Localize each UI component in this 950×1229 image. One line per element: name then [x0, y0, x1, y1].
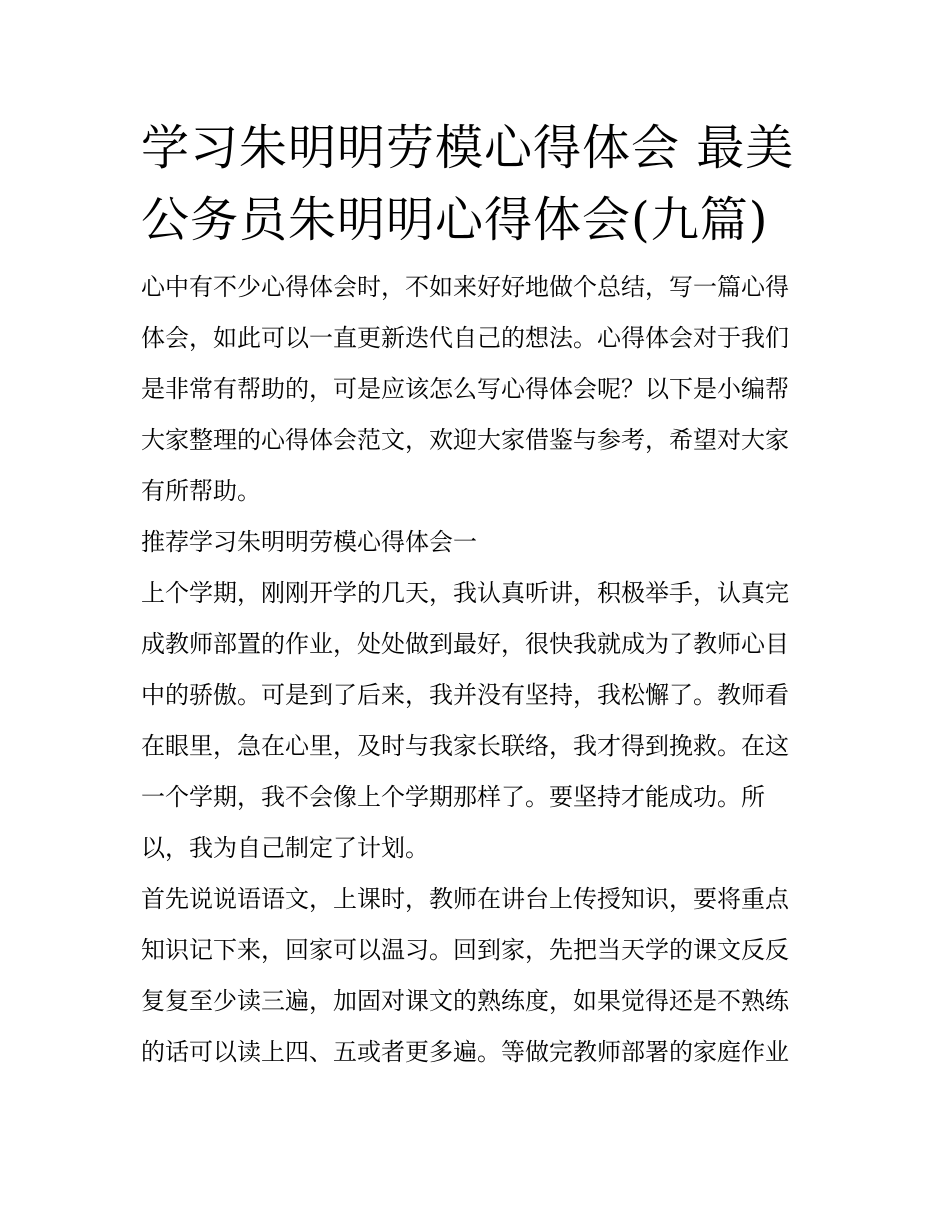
paragraph-line: 是非常有帮助的，可是应该怎么写心得体会呢？以下是小编帮	[141, 375, 789, 403]
paragraph-last-semester	[141, 576, 813, 865]
paragraph-line: 上个学期，刚刚开学的几天，我认真听讲，积极举手，认真完	[141, 579, 789, 607]
title-line-2: 公务员朱明明心得体会(九篇)	[141, 192, 769, 248]
paragraph-chinese-study	[141, 882, 813, 1069]
paragraph-line: 以，我为自己制定了计划。	[141, 834, 429, 862]
title-line-1: 学习朱明明劳模心得体会 最美	[141, 120, 795, 176]
document-content	[141, 112, 813, 1086]
paragraph-line: 复复至少读三遍，加固对课文的熟练度，如果觉得还是不熟练	[141, 987, 789, 1015]
paragraph-line: 的话可以读上四、五或者更多遍。等做完教师部署的家庭作业	[141, 1038, 789, 1066]
paragraph-line: 一个学期，我不会像上个学期那样了。要坚持才能成功。所	[141, 783, 765, 811]
paragraph-line: 中的骄傲。可是到了后来，我并没有坚持，我松懈了。教师看	[141, 681, 789, 709]
paragraph-line: 大家整理的心得体会范文，欢迎大家借鉴与参考，希望对大家	[141, 426, 789, 454]
paragraph-intro	[141, 270, 813, 508]
paragraph-line: 知识记下来，回家可以温习。回到家，先把当天学的课文反反	[141, 936, 789, 964]
paragraph-line: 在眼里，急在心里，及时与我家长联络，我才得到挽救。在这	[141, 732, 789, 760]
section-heading-text: 推荐学习朱明明劳模心得体会一	[141, 528, 477, 556]
document-body	[141, 270, 813, 1069]
section-heading	[141, 525, 813, 559]
paragraph-line: 有所帮助。	[141, 477, 261, 505]
paragraph-line: 心中有不少心得体会时，不如来好好地做个总结，写一篇心得	[141, 273, 789, 301]
document-title	[141, 112, 813, 256]
paragraph-line: 成教师部置的作业，处处做到最好，很快我就成为了教师心目	[141, 630, 789, 658]
paragraph-line: 首先说说语语文，上课时，教师在讲台上传授知识，要将重点	[141, 885, 789, 913]
paragraph-line: 体会，如此可以一直更新迭代自己的想法。心得体会对于我们	[141, 324, 789, 352]
